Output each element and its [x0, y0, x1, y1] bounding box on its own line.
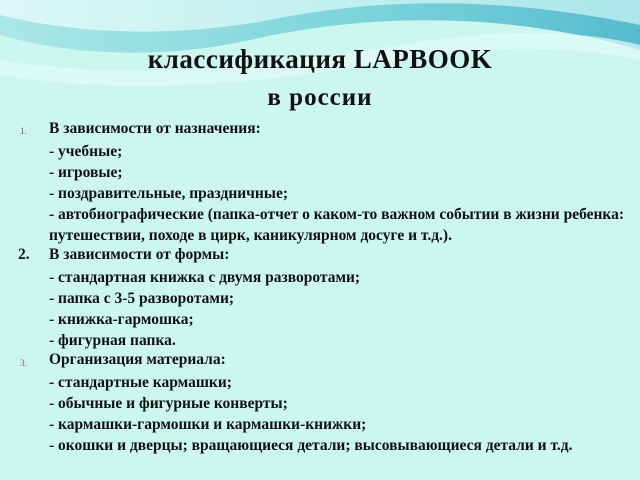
list-item: - стандартная книжка с двумя разворотами;: [49, 269, 361, 286]
section-number: 2.: [18, 246, 30, 263]
list-item: - поздравительные, праздничные;: [49, 185, 288, 202]
list-item: - книжка-гармошка;: [49, 311, 194, 328]
section-number: 3.: [20, 358, 27, 368]
list-item: - игровые;: [49, 164, 123, 181]
list-item: - папка с 3-5 разворотами;: [49, 290, 235, 307]
list-item: - кармашки-гармошки и кармашки-книжки;: [49, 416, 367, 433]
list-item: - фигурная папка.: [49, 332, 176, 349]
list-item: - стандартные кармашки;: [49, 374, 232, 391]
section-heading: Организация материала:: [49, 351, 226, 368]
list-item: - окошки и дверцы; вращающиеся детали; высовывающиеся детали и т.д.: [49, 437, 573, 454]
list-item: - обычные и фигурные конверты;: [49, 395, 288, 412]
page-subtitle: в россии: [267, 84, 373, 111]
section-heading: В зависимости от назначения:: [49, 120, 261, 137]
list-item: - учебные;: [49, 143, 123, 160]
page-title: классификация LAPBOOK: [147, 44, 493, 74]
section-heading: В зависимости от формы:: [49, 246, 230, 263]
section-number: 1.: [20, 126, 27, 136]
list-item: - автобиографические (папка-отчет о каком-то важном событии в жизни ребенка: путешествии, походе в цирк, каникулярном досуге и т.д.).: [49, 206, 625, 244]
